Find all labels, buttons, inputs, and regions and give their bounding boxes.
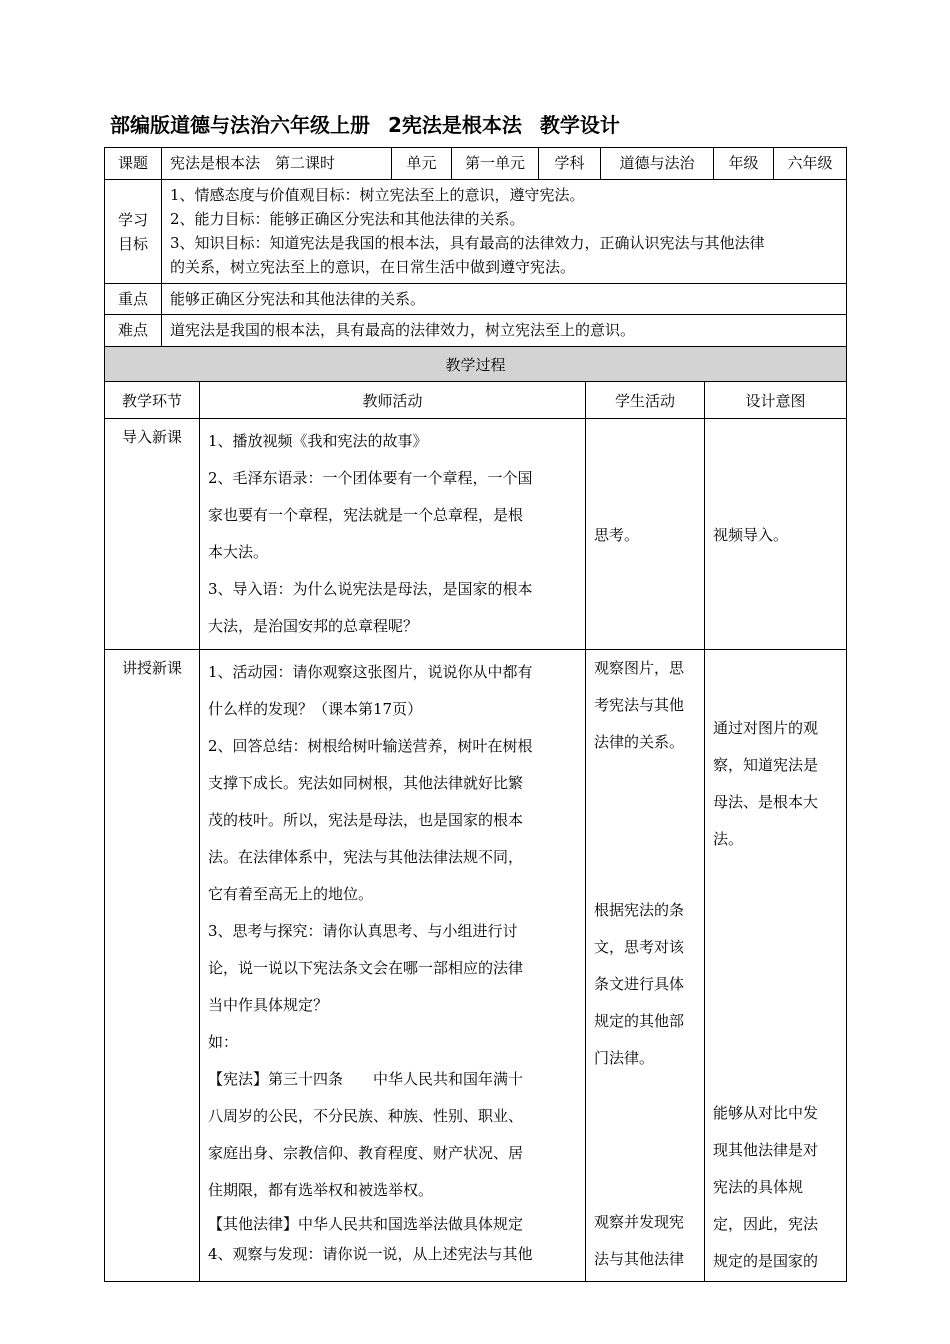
intent-block-image: 通过对图片的观 察，知道宪法是 母法、是根本大 法。 xyxy=(713,719,819,848)
difficulty-text: 道宪法是我国的根本法，具有最高的法律效力，树立宪法至上的意识。 xyxy=(162,315,847,347)
student-block-think: 根据宪法的条 文，思考对该 条文进行具体 规定的其他部 门法律。 xyxy=(594,901,685,1067)
lecture-teacher-line: 法。在法律体系中，宪法与其他法律法规不同， xyxy=(208,848,524,866)
lecture-teacher-line: 论，说一说以下宪法条文会在哪一部相应的法律 xyxy=(208,959,524,977)
lecture-teacher-line: 如： xyxy=(208,1033,239,1051)
header-teacher: 教师活动 xyxy=(200,382,586,419)
lecture-teacher-line: 家庭出身、宗教信仰、教育程度、财产状况、居 xyxy=(208,1144,524,1162)
header-stage: 教学环节 xyxy=(105,382,200,419)
difficulty-label: 难点 xyxy=(105,315,162,347)
lecture-teacher-line: 住期限，都有选举权和被选举权。 xyxy=(208,1181,434,1199)
lecture-teacher-line: 【其他法律】中华人民共和国选举法做具体规定 xyxy=(208,1215,524,1233)
title-part-2: 2宪法是根本法 xyxy=(388,113,522,137)
intro-teacher xyxy=(200,419,586,650)
document-title xyxy=(104,108,846,142)
lecture-teacher-line: 它有着至高无上的地位。 xyxy=(208,885,374,903)
goals-label: 学习 目标 xyxy=(105,180,162,284)
intro-intent: 视频导入。 xyxy=(705,419,847,650)
lecture-teacher-line: 茂的枝叶。所以，宪法是母法，也是国家的根本 xyxy=(208,811,524,829)
lecture-stage: 讲授新课 xyxy=(105,650,200,1282)
goal-line: 的关系，树立宪法至上的意识，在日常生活中做到遵守宪法。 xyxy=(170,258,576,276)
intent-block-compare: 能够从对比中发 现其他法律是对 宪法的具体规 定，因此，宪法 规定的是国家的 xyxy=(713,1104,819,1270)
lecture-teacher-line: 当中作具体规定？ xyxy=(208,996,329,1014)
title-part-3: 教学设计 xyxy=(539,113,620,137)
topic-value: 宪法是根本法 第二课时 xyxy=(162,148,392,180)
process-band: 教学过程 xyxy=(105,347,847,382)
key-text: 能够正确区分宪法和其他法律的关系。 xyxy=(162,284,847,315)
grade-label: 年级 xyxy=(714,148,774,180)
lecture-teacher-line: 【宪法】第三十四条 中华人民共和国年满十 xyxy=(208,1070,524,1088)
lecture-teacher xyxy=(200,650,586,1282)
unit-value: 第一单元 xyxy=(452,148,539,180)
student-block-discover: 观察并发现宪 法与其他法律 xyxy=(594,1213,685,1268)
subject-value: 道德与法治 xyxy=(601,148,714,180)
key-label: 重点 xyxy=(105,284,162,315)
lecture-student xyxy=(586,650,705,1282)
teaching-process-table xyxy=(104,346,847,1282)
intro-teacher-line: 大法，是治国安邦的总章程呢？ xyxy=(208,617,419,635)
subject-label: 学科 xyxy=(539,148,601,180)
student-block-observe: 观察图片，思 考宪法与其他 法律的关系。 xyxy=(594,659,685,751)
goals-text xyxy=(162,180,847,284)
grade-value: 六年级 xyxy=(774,148,847,180)
intro-stage: 导入新课 xyxy=(105,419,200,650)
lecture-teacher-line: 3、思考与探究：请你认真思考、与小组进行讨 xyxy=(208,922,518,940)
header-intent: 设计意图 xyxy=(705,382,847,419)
goal-line: 2、能力目标：能够正确区分宪法和其他法律的关系。 xyxy=(170,210,525,228)
lecture-teacher-line: 1、活动园：请你观察这张图片，说说你从中都有 xyxy=(208,663,533,681)
lecture-teacher-line: 什么样的发现？（课本第17页） xyxy=(208,700,423,718)
intro-teacher-line: 1、播放视频《我和宪法的故事》 xyxy=(208,432,428,450)
goal-line: 3、知识目标：知道宪法是我国的根本法，具有最高的法律效力，正确认识宪法与其他法律 xyxy=(170,234,765,252)
intro-teacher-line: 家也要有一个章程，宪法就是一个总章程，是根 xyxy=(208,506,524,524)
lecture-teacher-line: 2、回答总结：树根给树叶输送营养，树叶在树根 xyxy=(208,737,533,755)
intro-teacher-line: 本大法。 xyxy=(208,543,269,561)
intro-teacher-line: 3、导入语：为什么说宪法是母法，是国家的根本 xyxy=(208,580,533,598)
lesson-info-table xyxy=(104,147,847,347)
header-student: 学生活动 xyxy=(586,382,705,419)
topic-label: 课题 xyxy=(105,148,162,180)
lecture-intent xyxy=(705,650,847,1282)
title-part-1: 部编版道德与法治六年级上册 xyxy=(110,113,370,137)
intro-student: 思考。 xyxy=(586,419,705,650)
goal-line: 1、情感态度与价值观目标：树立宪法至上的意识，遵守宪法。 xyxy=(170,186,585,204)
lecture-teacher-line: 4、观察与发现：请你说一说，从上述宪法与其他 xyxy=(208,1245,533,1263)
unit-label: 单元 xyxy=(392,148,452,180)
lecture-teacher-line: 支撑下成长。宪法如同树根，其他法律就好比繁 xyxy=(208,774,524,792)
intro-teacher-line: 2、毛泽东语录：一个团体要有一个章程，一个国 xyxy=(208,469,533,487)
lecture-teacher-line: 八周岁的公民，不分民族、种族、性别、职业、 xyxy=(208,1107,524,1125)
